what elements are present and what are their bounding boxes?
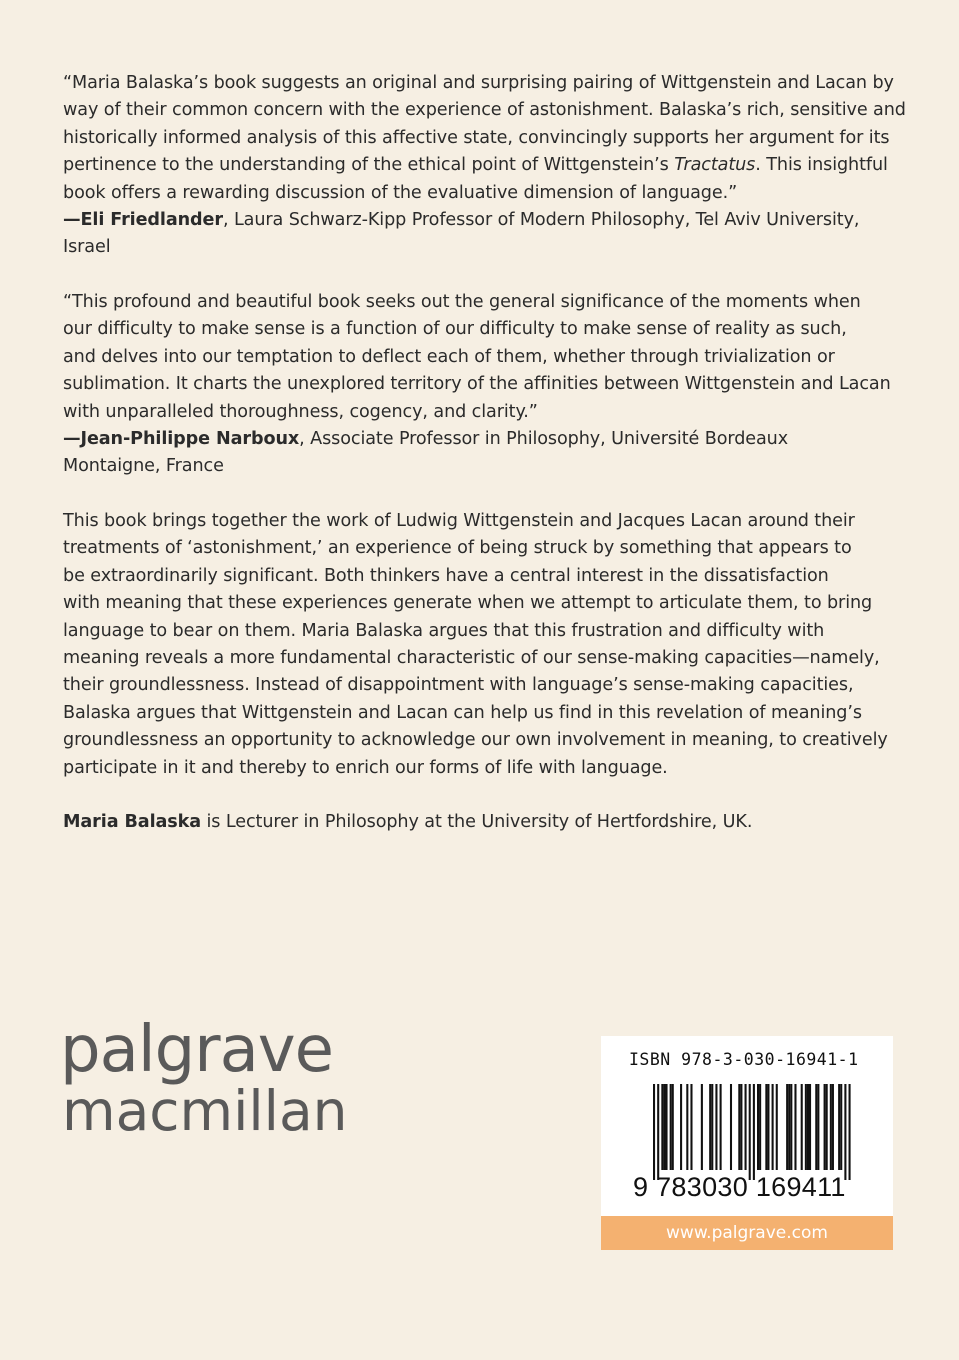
publisher-website[interactable]: www.palgrave.com — [601, 1216, 893, 1250]
barcode-bar — [788, 1084, 790, 1170]
author-description: is Lecturer in Philosophy at the University of Hertfordshire, UK. — [201, 812, 753, 832]
isbn-label: ISBN 978-3-030-16941-1 — [629, 1050, 859, 1069]
barcode-bar — [830, 1084, 832, 1170]
description-line: groundlessness an opportunity to acknowledge our own involvement in meaning, to creatively — [63, 730, 888, 751]
barcode-bar — [826, 1084, 828, 1170]
barcode-bar — [815, 1084, 817, 1170]
book-title-tractatus: Tractatus — [674, 155, 756, 176]
author-bio-line — [63, 809, 893, 836]
book-description — [63, 508, 893, 782]
quote2-attribution — [63, 426, 893, 453]
description-line: participate in it and thereby to enrich our forms of life with language. — [63, 757, 668, 778]
barcode-bar — [680, 1084, 682, 1170]
barcode-bar — [807, 1084, 809, 1170]
barcode-bar — [657, 1084, 659, 1180]
barcode-bar — [786, 1084, 788, 1170]
barcode-bar — [738, 1084, 740, 1170]
barcode-bar — [740, 1084, 742, 1170]
barcode-bar — [759, 1084, 761, 1170]
barcode-bar — [790, 1084, 792, 1170]
barcode-bar — [805, 1084, 807, 1170]
barcode-bar — [720, 1084, 722, 1170]
quote2-line-2: our difficulty to make sense is a function of our difficulty to make sense of reality as such, — [63, 319, 847, 340]
quote2-author-affiliation: , Associate Professor in Philosophy, Université Bordeaux — [299, 429, 789, 450]
quote1-author-name: —Eli Friedlander — [63, 210, 223, 231]
quote1-line-4 — [63, 152, 893, 179]
barcode-bar — [794, 1084, 796, 1170]
description-line: meaning reveals a more fundamental characteristic of our sense-making capacities—namely, — [63, 648, 880, 669]
description-line: treatments of ‘astonishment,’ an experience of being struck by something that appears to — [63, 538, 852, 559]
quote2-author-name: —Jean-Philippe Narboux — [63, 429, 300, 450]
quote1-line-1: “Maria Balaska’s book suggests an original and surprising pairing of Wittgenstein and Lacan by — [63, 73, 894, 93]
quote2-attribution-line-2: Montaigne, France — [63, 456, 224, 477]
description-line: This book brings together the work of Ludwig Wittgenstein and Jacques Lacan around their — [63, 511, 855, 531]
barcode-bar — [661, 1084, 663, 1170]
description-line: Balaska argues that Wittgenstein and Lacan can help us find in this revelation of meaning’s — [63, 702, 862, 723]
barcode-bar — [745, 1084, 747, 1170]
quote1-line-4-pre: pertinence to the understanding of the ethical point of Wittgenstein’s — [63, 155, 675, 176]
barcode-bar — [753, 1084, 755, 1180]
author-name: Maria Balaska — [63, 812, 202, 832]
barcode-bar — [757, 1084, 759, 1170]
barcode-bar — [767, 1084, 769, 1170]
description-line: with meaning that these experiences generate when we attempt to articulate them, to bring — [63, 593, 873, 614]
barcode-bar — [749, 1084, 751, 1180]
endorsement-quote-1 — [63, 70, 906, 262]
description-line: language to bear on them. Maria Balaska argues that this frustration and difficulty with — [63, 620, 825, 641]
barcode-bar — [686, 1084, 688, 1170]
barcode-bar — [824, 1084, 826, 1170]
barcode-bar — [701, 1084, 703, 1170]
quote1-attribution-line-2: Israel — [63, 237, 111, 258]
description-line: their groundlessness. Instead of disappointment with language’s sense-making capacities, — [63, 675, 854, 696]
quote2-line-3: and delves into our temptation to deflect each of them, whether through trivialization or — [63, 346, 835, 367]
barcode-bar — [670, 1084, 672, 1170]
barcode-digits: 9 783030 169411 — [633, 1172, 846, 1202]
barcode-bar — [801, 1084, 803, 1170]
quote2-line-4: sublimation. It charts the unexplored territory of the affinities between Wittgenstein and Lacan — [63, 374, 891, 395]
barcode-bar — [672, 1084, 674, 1170]
quote1-line-5: book offers a rewarding discussion of the evaluative dimension of language.” — [63, 182, 738, 203]
barcode-bar — [776, 1084, 778, 1170]
description-line: be extraordinarily significant. Both thinkers have a central interest in the dissatisfaction — [63, 565, 829, 586]
barcode-bar — [653, 1084, 655, 1180]
quote1-attribution — [63, 207, 893, 234]
barcode-bar — [765, 1084, 767, 1170]
barcode-bar — [711, 1084, 713, 1170]
endorsement-quote-2 — [63, 289, 893, 481]
barcode-bar — [849, 1084, 851, 1180]
barcode-bar — [844, 1084, 846, 1180]
barcode-bar — [817, 1084, 819, 1170]
barcode-bar — [709, 1084, 711, 1170]
author-bio — [63, 809, 893, 836]
quote1-line-3: historically informed analysis of this affective state, convincingly supports her argument for its — [63, 127, 890, 148]
quote1-line-4-post: . This insightful — [755, 155, 888, 176]
isbn-barcode — [601, 1036, 893, 1216]
barcode-bar — [809, 1084, 811, 1170]
quote1-author-affiliation: , Laura Schwarz-Kipp Professor of Modern Philosophy, Tel Aviv University, — [222, 210, 860, 231]
barcode-bar — [772, 1084, 774, 1170]
barcode-bar — [840, 1084, 842, 1170]
publisher-logo — [60, 1013, 348, 1143]
barcode-bar — [715, 1084, 717, 1170]
barcode-bar — [663, 1084, 665, 1170]
quote2-line-1: “This profound and beautiful book seeks out the general significance of the moments when — [63, 292, 861, 312]
publisher-logo-line-2: macmillan — [62, 1079, 348, 1143]
barcode-bar — [838, 1084, 840, 1170]
barcode-bar — [665, 1084, 667, 1170]
quote1-line-2: way of their common concern with the experience of astonishment. Balaska’s rich, sensitive and — [63, 100, 906, 121]
barcode-bar — [690, 1084, 692, 1170]
barcode-bar — [730, 1084, 732, 1170]
barcode-bar — [832, 1084, 834, 1170]
publisher-logo-line-1: palgrave — [60, 1013, 334, 1087]
quote2-line-5: with unparalleled thoroughness, cogency, and clarity.” — [63, 401, 538, 422]
